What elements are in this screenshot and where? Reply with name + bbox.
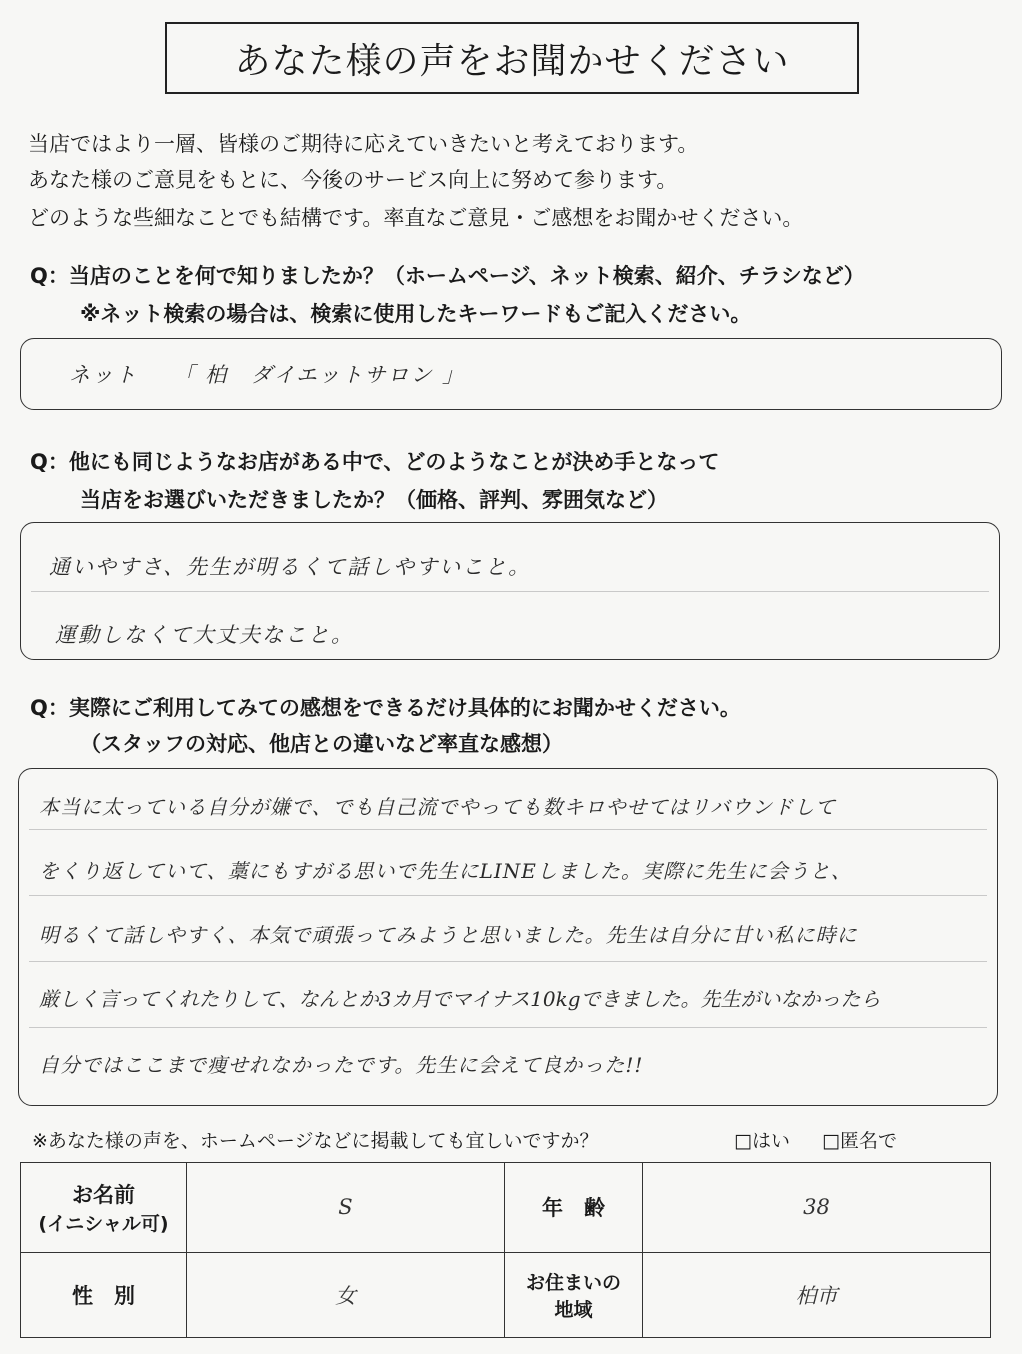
- q2-question: Q：他にも同じようなお店がある中で、どのようなことが決め手となって: [30, 450, 720, 474]
- q1-answer-text: ネット 「 柏 ダイエットサロン 」: [69, 363, 466, 387]
- q3-question: Q：実際にご利用してみての感想をできるだけ具体的にお聞かせください。: [30, 696, 741, 720]
- q3-answer-box[interactable]: [18, 768, 998, 1106]
- q1-note: ※ネット検索の場合は、検索に使用したキーワードもご記入ください。: [80, 302, 752, 326]
- gender-label: 性 別: [21, 1252, 187, 1337]
- name-label-main: お名前: [72, 1182, 135, 1207]
- area-field[interactable]: 柏市: [643, 1252, 991, 1337]
- gender-field[interactable]: 女: [187, 1252, 505, 1337]
- q3-rule-3: [29, 961, 987, 962]
- q2-answer-line-1: 通いやすさ、先生が明るくて話しやすいこと。: [49, 555, 532, 579]
- q3-question-cont: （スタッフの対応、他店との違いなど率直な感想）: [80, 732, 563, 756]
- q1-question: Q：当店のことを何で知りましたか？（ホームページ、ネット検索、紹介、チラシなど）: [30, 264, 865, 288]
- consent-yes-checkbox[interactable]: □はい: [734, 1130, 790, 1152]
- area-label: [505, 1252, 643, 1337]
- area-label-line-2: 地域: [554, 1298, 593, 1321]
- q3-answer-line-2: をくり返していて、藁にもすがる思いで先生にLINEしました。実際に先生に会うと、: [39, 859, 852, 883]
- q3-answer-line-4: 厳しく言ってくれたりして、なんとか3カ月でマイナス10kgできました。先生がいなかったら: [39, 987, 881, 1011]
- q3-answer-line-1: 本当に太っている自分が嫌で、でも自己流でやっても数キロやせてはリバウンドして: [39, 795, 836, 819]
- page-title: あなた様の声をお聞かせください: [165, 22, 859, 94]
- q3-rule-2: [29, 895, 987, 896]
- area-label-line-1: お住まいの: [525, 1271, 621, 1294]
- q3-rule-1: [29, 829, 987, 830]
- q1-answer-box[interactable]: [20, 338, 1002, 410]
- q2-question-cont: 当店をお選びいただきましたか？（価格、評判、雰囲気など）: [80, 488, 668, 512]
- consent-anonymous-checkbox[interactable]: □匿名で: [822, 1130, 897, 1152]
- intro-line-1: 当店ではより一層、皆様のご期待に応えていきたいと考えております。: [28, 132, 699, 156]
- consent-question: ※あなた様の声を、ホームページなどに掲載しても宜しいですか？: [32, 1130, 599, 1152]
- q2-answer-line-2: 運動しなくて大丈夫なこと。: [55, 623, 354, 647]
- info-table: [20, 1162, 991, 1338]
- q2-answer-box[interactable]: [20, 522, 1000, 660]
- q3-rule-4: [29, 1027, 987, 1028]
- q2-rule: [31, 591, 989, 592]
- name-field[interactable]: S: [187, 1163, 505, 1253]
- age-label: 年 齢: [505, 1163, 643, 1253]
- name-label: [21, 1163, 187, 1253]
- q3-answer-line-5: 自分ではここまで痩せれなかったです。先生に会えて良かった!!: [39, 1053, 644, 1077]
- age-field[interactable]: 38: [643, 1163, 991, 1253]
- q3-answer-line-3: 明るくて話しやすく、本気で頑張ってみようと思いました。先生は自分に甘い私に時に: [39, 923, 858, 947]
- name-label-note: (イニシャル可): [38, 1212, 169, 1235]
- intro-line-3: どのような些細なことでも結構です。率直なご意見・ご感想をお聞かせください。: [28, 206, 804, 230]
- intro-line-2: あなた様のご意見をもとに、今後のサービス向上に努めて参ります。: [28, 168, 678, 192]
